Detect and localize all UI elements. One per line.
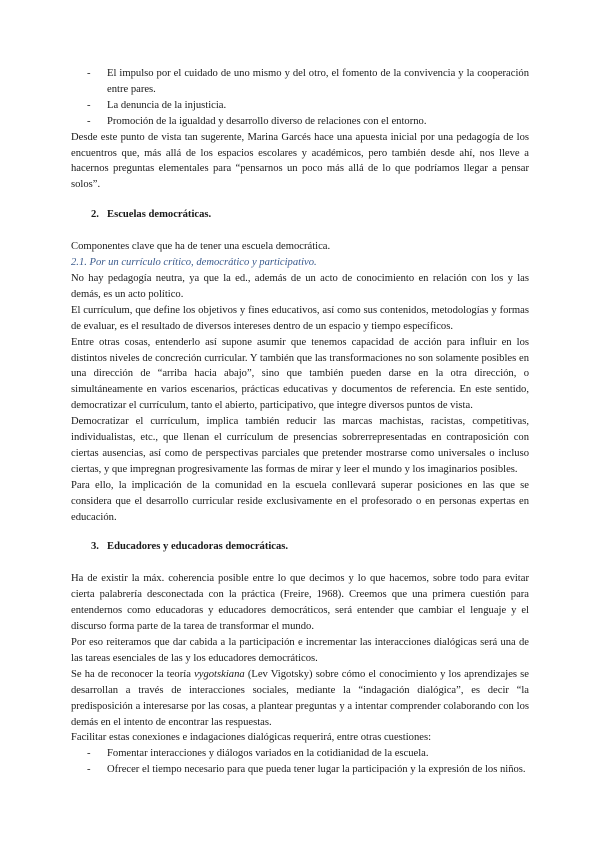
- section-3-vygotsky-paragraph: Se ha de reconocer la teoría vygotskiana (Lev Vigotsky) sobre cómo el conocimiento y los aprendizajes se desarrollan a través de interacciones sociales, mediante la “indagación dialógica”, es decir “la predisposición a interesarse por las cosas, a plantear preguntas y a intentar comprender colaborando con los demás en el intento de encontrar las respuestas.: [71, 668, 529, 728]
- intro-bullet: - La denuncia de la injusticia.: [71, 98, 529, 114]
- section-3-closing: Facilitar estas conexiones e indagaciones dialógicas requerirá, entre otras cuestiones:: [71, 732, 432, 744]
- section-3-number: 3.: [91, 541, 99, 553]
- document-page: [71, 66, 529, 778]
- bullet-dash: -: [87, 99, 91, 111]
- bullet-dash: -: [87, 764, 91, 776]
- section-3-bullet: - Ofrecer el tiempo necesario para que pueda tener lugar la participación y la expresión de los niños.: [71, 762, 529, 778]
- intro-bullet: - Promoción de la igualdad y desarrollo diverso de relaciones con el entorno.: [71, 114, 529, 130]
- section-3-paragraph: Ha de existir la máx. coherencia posible entre lo que decimos y lo que hacemos, sobre todo para evitar cierta palabrería desconectada con la práctica (Freire, 1968). Creemos que una primera cuestión para entendernos como educadoras y educadores democráticos, será entender que cambiar el lenguaje y el discurso forma parte de la tarea de transformar el mundo.: [71, 573, 529, 633]
- section-3-bullet: - Fomentar interacciones y diálogos variados en la cotidianidad de la escuela.: [71, 746, 529, 762]
- section-3-paragraph: Por eso reiteramos que dar cabida a la participación e incrementar las interacciones dialógicas será una de las tareas esenciales de las y los educadores democráticos.: [71, 637, 529, 664]
- section-3-heading: [71, 539, 529, 555]
- intro-paragraph: Desde este punto de vista tan sugerente, Marina Garcés hace una apuesta inicial por una pedagogía de los encuentros que, más allá de los espacios escolares y académicos, pero también desde ahí, nos lleve a hacernos preguntas elementales para “pensarnos un poco más allá de lo que podríamos llegar a pensar solos”.: [71, 131, 529, 191]
- bullet-dash: -: [87, 748, 91, 760]
- vygotskiana-term: vygotskiana: [194, 668, 245, 680]
- section-2-subheading: 2.1. Por un currículo crítico, democrático y participativo.: [71, 257, 317, 269]
- section-2-number: 2.: [91, 209, 99, 221]
- section-2-paragraph: El currículum, que define los objetivos y fines educativos, así como sus contenidos, metodologías y formas de evaluar, es el resultado de diversos intereses dentro de un espacio y tiempo específicos.: [71, 304, 529, 332]
- section-2-heading: [71, 207, 529, 223]
- bullet-dash: -: [87, 68, 91, 79]
- intro-bullet: - El impulso por el cuidado de uno mismo y del otro, el fomento de la convivencia y la cooperación entre pares.: [87, 68, 529, 95]
- section-2-paragraph: No hay pedagogía neutra, ya que la ed., además de un acto de conocimiento en relación con los y las demás, es un acto político.: [71, 272, 529, 300]
- section-2-paragraph: Entre otras cosas, entenderlo así supone asumir que tenemos capacidad de acción para influir en los distintos niveles de concreción curricular. Y también que las transformaciones no son solamente posibles en una dirección de “arriba hacia abajo”, sino que también pueden darse en la otra dirección, o simultáneamente en varios escenarios, prácticas educativas y documentos de referencia. En este sentido, democratizar el currículum, tanto el abierto, participativo, que integre diversos puntos de vista.: [71, 336, 529, 412]
- section-3-title: Educadores y educadoras democráticas.: [107, 541, 289, 553]
- section-2-intro: Componentes clave que ha de tener una escuela democrática.: [71, 241, 331, 253]
- section-2-paragraph: Para ello, la implicación de la comunidad en la escuela conllevará superar posiciones en las que se considera que el desarrollo curricular reside exclusivamente en el profesorado o en personas expertas en educación.: [71, 479, 529, 523]
- section-2-paragraph: Democratizar el currículum, implica también reducir las marcas machistas, racistas, competitivas, individualistas, etc., que llenan el currículum de presencias sobrerrepresentadas en contraposición con ciertas ausencias, así como de perspectivas parciales que pretender mostrarse como universales o incluso ciertas, y que impregnan progresivamente las formas de mirar y leer el mundo y los imaginarios posibles.: [71, 416, 529, 475]
- section-2-title: Escuelas democráticas.: [107, 209, 212, 221]
- bullet-dash: -: [87, 115, 91, 127]
